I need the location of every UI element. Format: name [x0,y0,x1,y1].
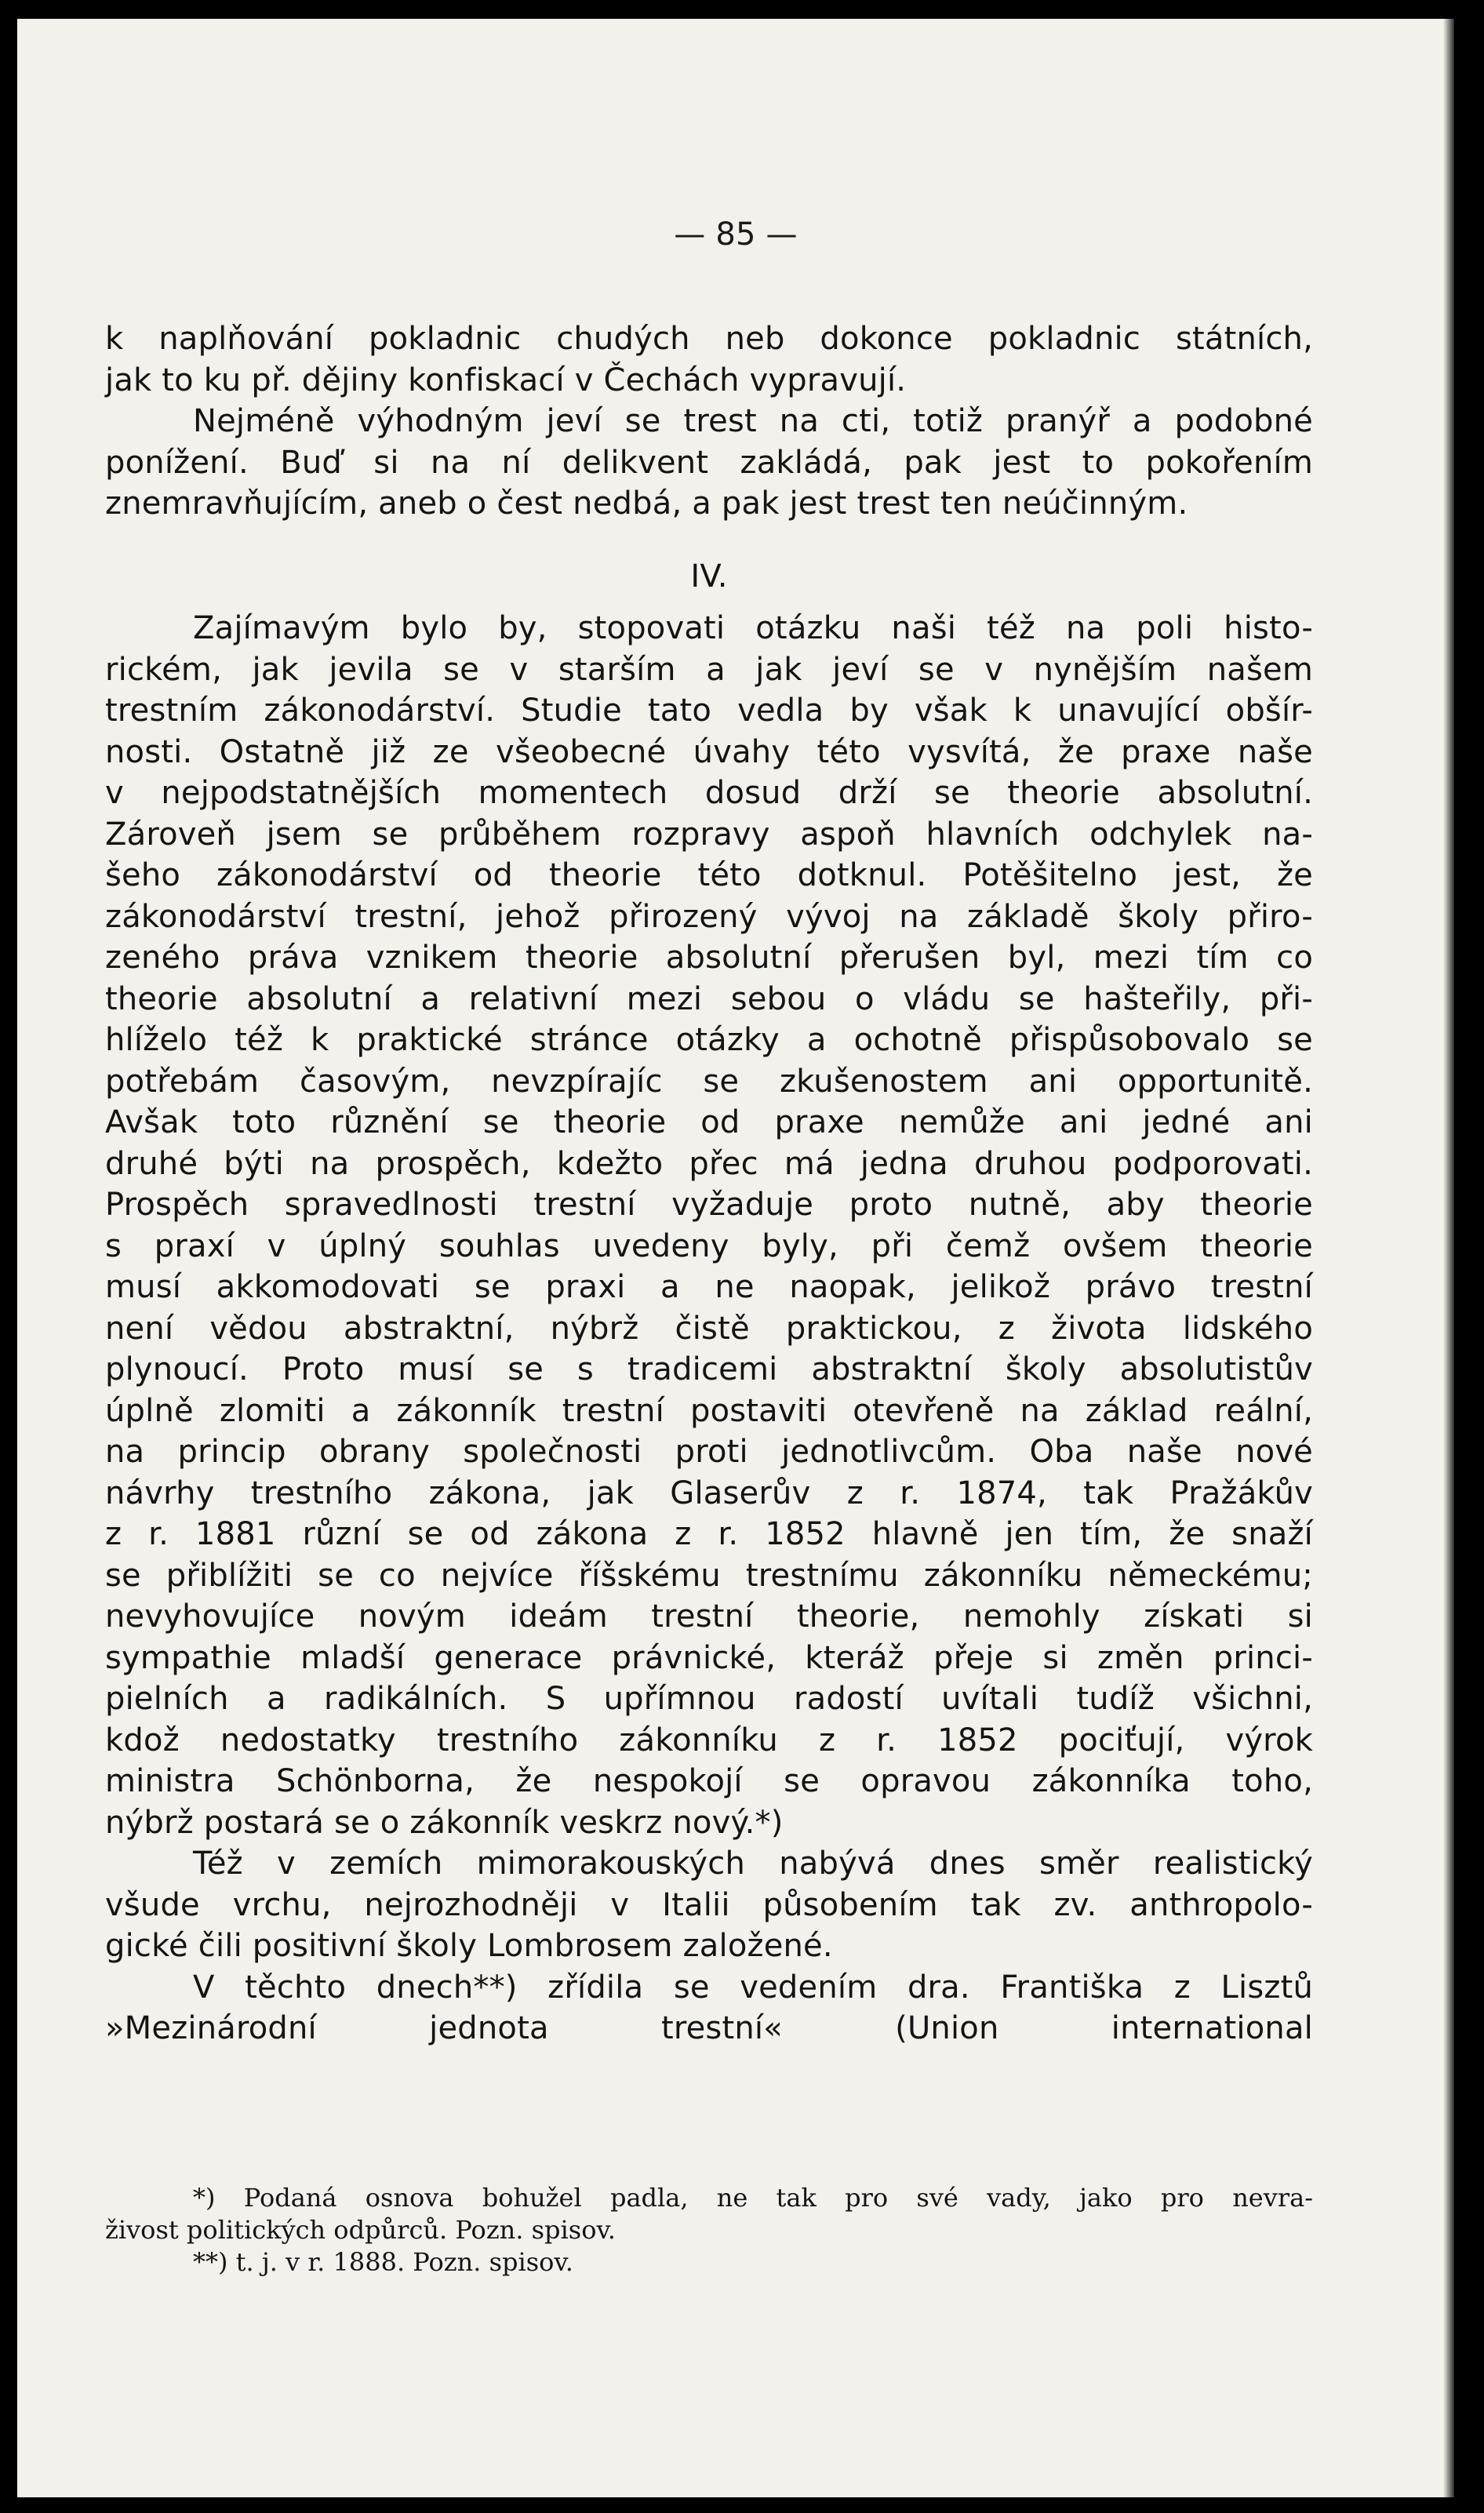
text-line: Zároveň jsem se průběhem rozpravy aspoň hlavních odchylek na- [105,816,1313,853]
text-line: Nejméně výhodným jeví se trest na cti, totiž pranýř a podobné [193,403,1313,439]
text-line: se přiblížiti se co nejvíce říšskému trestnímu zákonníku německému; [105,1557,1313,1594]
text-line: theorie absolutní a relativní mezi sebou o vládu se hašteřily, při- [105,980,1313,1017]
text-line: Zajímavým bylo by, stopovati otázku naši též na poli histo- [193,610,1313,646]
text-line: Též v zemích mimorakouských nabývá dnes směr realistický [193,1846,1313,1882]
text-line: sympathie mladší generace právnické, kteráž přeje si změn princi- [105,1639,1313,1676]
text-line: znemravňujícím, aneb o čest nedbá, a pak jest trest ten neúčinným. [105,486,1188,522]
text-line: z r. 1881 různí se od zákona z r. 1852 hlavně jen tím, že snaží [105,1516,1313,1552]
text-line: šeho zákonodárství od theorie této dotknul. Potěšitelno jest, že [105,857,1313,893]
text-line: ponížení. Buď si na ní delikvent zakládá, pak jest to pokořením [105,444,1313,481]
text-line: rickém, jak jevila se v starším a jak jeví se v nynějším našem [105,651,1313,688]
text-line: k naplňování pokladnic chudých neb dokonce pokladnic státních, [105,321,1313,357]
footnotes [105,2182,1313,2278]
text-line: druhé býti na prospěch, kdežto přec má jedna druhou podporovati. [105,1145,1313,1182]
footnote-line: **) t. j. v r. 1888. Pozn. spisov. [193,2247,573,2277]
footnote-line: *) Podaná osnova bohužel padla, ne tak pro své vady, jako pro nevra- [193,2183,1313,2213]
text-line: nosti. Ostatně již ze všeobecné úvahy této vysvítá, že praxe naše [105,733,1313,770]
text-line: kdož nedostatky trestního zákonníku z r. 1852 pociťují, výrok [105,1722,1313,1758]
text-line: není vědou abstraktní, nýbrž čistě praktickou, z života lidského [105,1310,1313,1347]
text-line: všude vrchu, nejrozhodněji v Italii působením tak zv. anthropolo- [105,1886,1313,1923]
text-line: na princip obrany společnosti proti jednotlivcům. Oba naše nové [105,1434,1313,1470]
footnote-line: živost politických odpůrců. Pozn. spisov. [105,2215,616,2245]
text-line: trestním zákonodárství. Studie tato vedla by však k unavující obšír- [105,693,1313,729]
text-line: s praxí v úplný souhlas uvedeny byly, při čemž ovšem theorie [105,1227,1313,1264]
text-line: jak to ku př. dějiny konfiskací v Čechách vypravují. [105,362,907,398]
text-line: ministra Schönborna, že nespokojí se opravou zákonníka toho, [105,1763,1313,1799]
text-line: pielních a radikálních. S upřímnou radostí uvítali tudíž všichni, [105,1681,1313,1717]
page-number: — 85 — [674,216,798,253]
text-line: návrhy trestního zákona, jak Glaserův z r. 1874, tak Pražákův [105,1475,1313,1511]
text-line: potřebám časovým, nevzpírajíc se zkušenostem ani opportunitě. [105,1063,1313,1100]
text-line: v nejpodstatnějších momentech dosud drží se theorie absolutní. [105,775,1313,811]
text-line: zákonodárství trestní, jehož přirozený vývoj na základě školy přiro- [105,898,1313,935]
section-heading: IV. [690,558,728,595]
text-line: Prospěch spravedlnosti trestní vyžaduje proto nutně, aby theorie [105,1187,1313,1223]
text-line: V těchto dnech**) zřídila se vedením dra. Františka z Lisztů [193,1969,1313,2006]
book-page [17,19,1454,2497]
page-edge-shadow [1443,19,1454,2497]
text-line: »Mezinárodní jednota trestní« (Union international [105,2010,1313,2046]
text-line: musí akkomodovati se praxi a ne naopak, jelikož právo trestní [105,1269,1313,1305]
text-line: nevyhovujíce novým ideám trestní theorie, nemohly získati si [105,1598,1313,1635]
text-line: Avšak toto různění se theorie od praxe nemůže ani jedné ani [105,1104,1313,1140]
text-line: gické čili positivní školy Lombrosem založené. [105,1928,833,1964]
text-line: hlíželo též k praktické stránce otázky a ochotně přispůsobovalo se [105,1022,1313,1058]
text-line: plynoucí. Proto musí se s tradicemi abstraktní školy absolutistův [105,1351,1313,1387]
text-line: úplně zlomiti a zákonník trestní postaviti otevřeně na základ reální, [105,1392,1313,1429]
main-text [105,318,1313,2049]
text-line: nýbrž postará se o zákonník veskrz nový.*) [105,1804,784,1841]
text-line: zeného práva vznikem theorie absolutní přerušen byl, mezi tím co [105,940,1313,976]
